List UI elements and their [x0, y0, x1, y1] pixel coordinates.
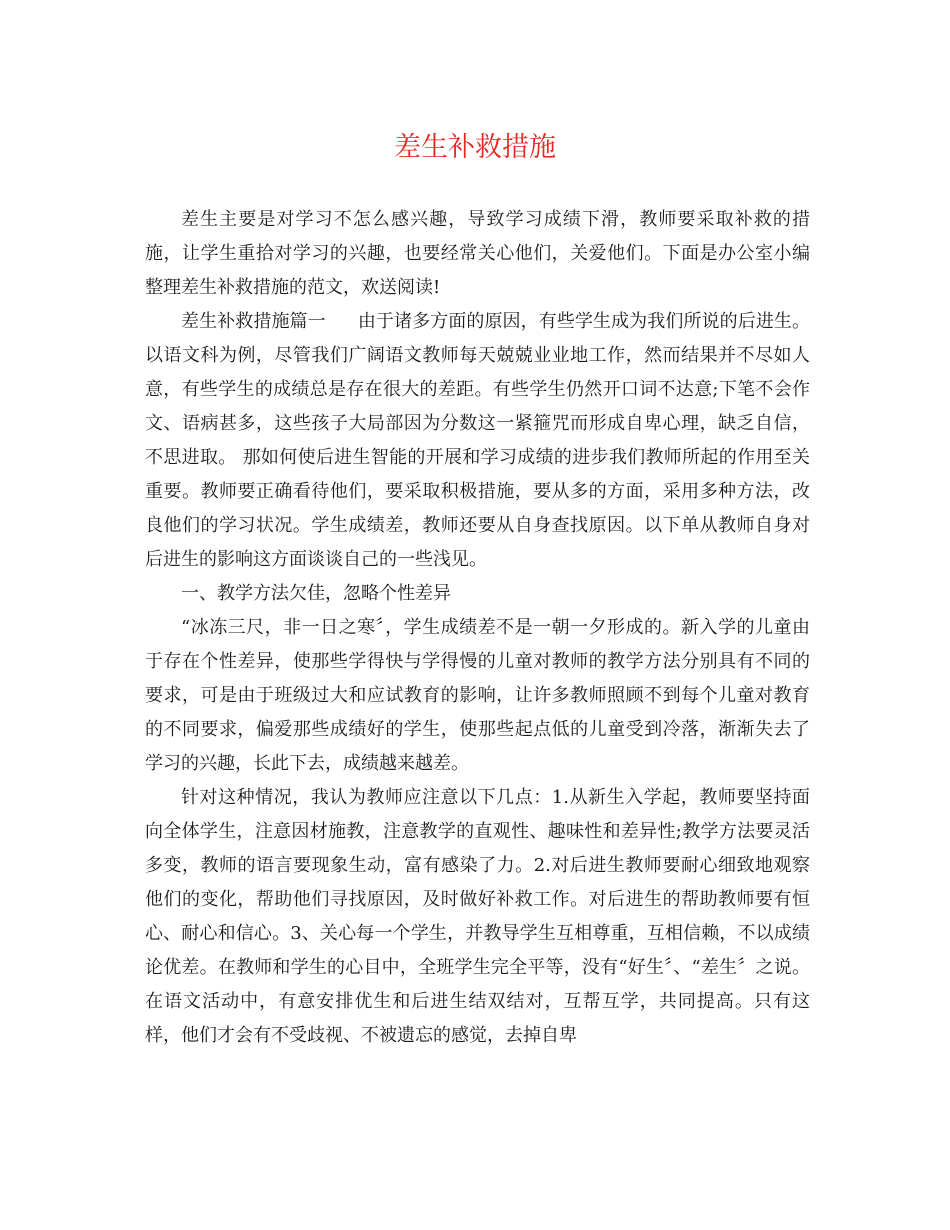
document-body	[145, 203, 810, 1053]
article-one-body: 由于诸多方面的原因，有些学生成为我们所说的后进生。以语文科为例，尽管我们广阔语文教师每天兢兢业业地工作，然而结果并不尽如人意，有些学生的成绩总是存在很大的差距。有些学生仍然开口词不达意;下笔不会作文、语病甚多，这些孩子大局部因为分数这一紧箍咒而形成自卑心理，缺乏自信，不思进取。 那如何使后进生智能的开展和学习成绩的进步我们教师所起的作用至关重要。教师要正确看待他们，要采取积极措施，要从多的方面，采用多种方法，改良他们的学习状况。学生成绩差，教师还要从自身查找原因。以下单从教师自身对后进生的影响这方面谈谈自己的一些浅见。	[145, 311, 811, 570]
teaching-methods-paragraph: “冰冻三尺，非一日之寒〞，学生成绩差不是一朝一夕形成的。新入学的儿童由于存在个性差异，使那些学得快与学得慢的儿童对教师的教学方法分别具有不同的要求，可是由于班级过大和应试教育的影响，让许多教师照顾不到每个儿童对教育的不同要求，偏爱那些成绩好的学生，使那些起点低的儿童受到冷落，渐渐失去了学习的兴趣，长此下去，成绩越来越差。	[145, 617, 810, 774]
article-one-heading: 差生补救措施篇一	[181, 311, 326, 332]
document-title: 差生补救措施	[394, 132, 556, 163]
section-one-paragraph	[145, 305, 810, 577]
section-heading-teaching-methods: 一、教学方法欠佳，忽略个性差异	[181, 583, 451, 604]
intro-paragraph: 差生主要是对学习不怎么感兴趣，导致学习成绩下滑，教师要采取补救的措施，让学生重拾对学习的兴趣，也要经常关心他们，关爱他们。下面是办公室小编整理差生补救措施的范文，欢送阅读!	[145, 209, 810, 298]
recommendations-paragraph: 针对这种情况，我认为教师应注意以下几点：1.从新生入学起，教师要坚持面向全体学生，注意因材施教，注意教学的直观性、趣味性和差异性;教学方法要灵活多变，教师的语言要现象生动，富有感染了力。2.对后进生教师要耐心细致地观察他们的变化，帮助他们寻找原因，及时做好补救工作。对后进生的帮助教师要有恒心、耐心和信心。3、关心每一个学生，并教导学生互相尊重，互相信赖，不以成绩论优差。在教师和学生的心目中，全班学生完全平等，没有“好生〞、“差生〞之说。在语文活动中，有意安排优生和后进生结双结对，互帮互学，共同提高。只有这样，他们才会有不受歧视、不被遗忘的感觉，去掉自卑	[145, 787, 810, 1046]
